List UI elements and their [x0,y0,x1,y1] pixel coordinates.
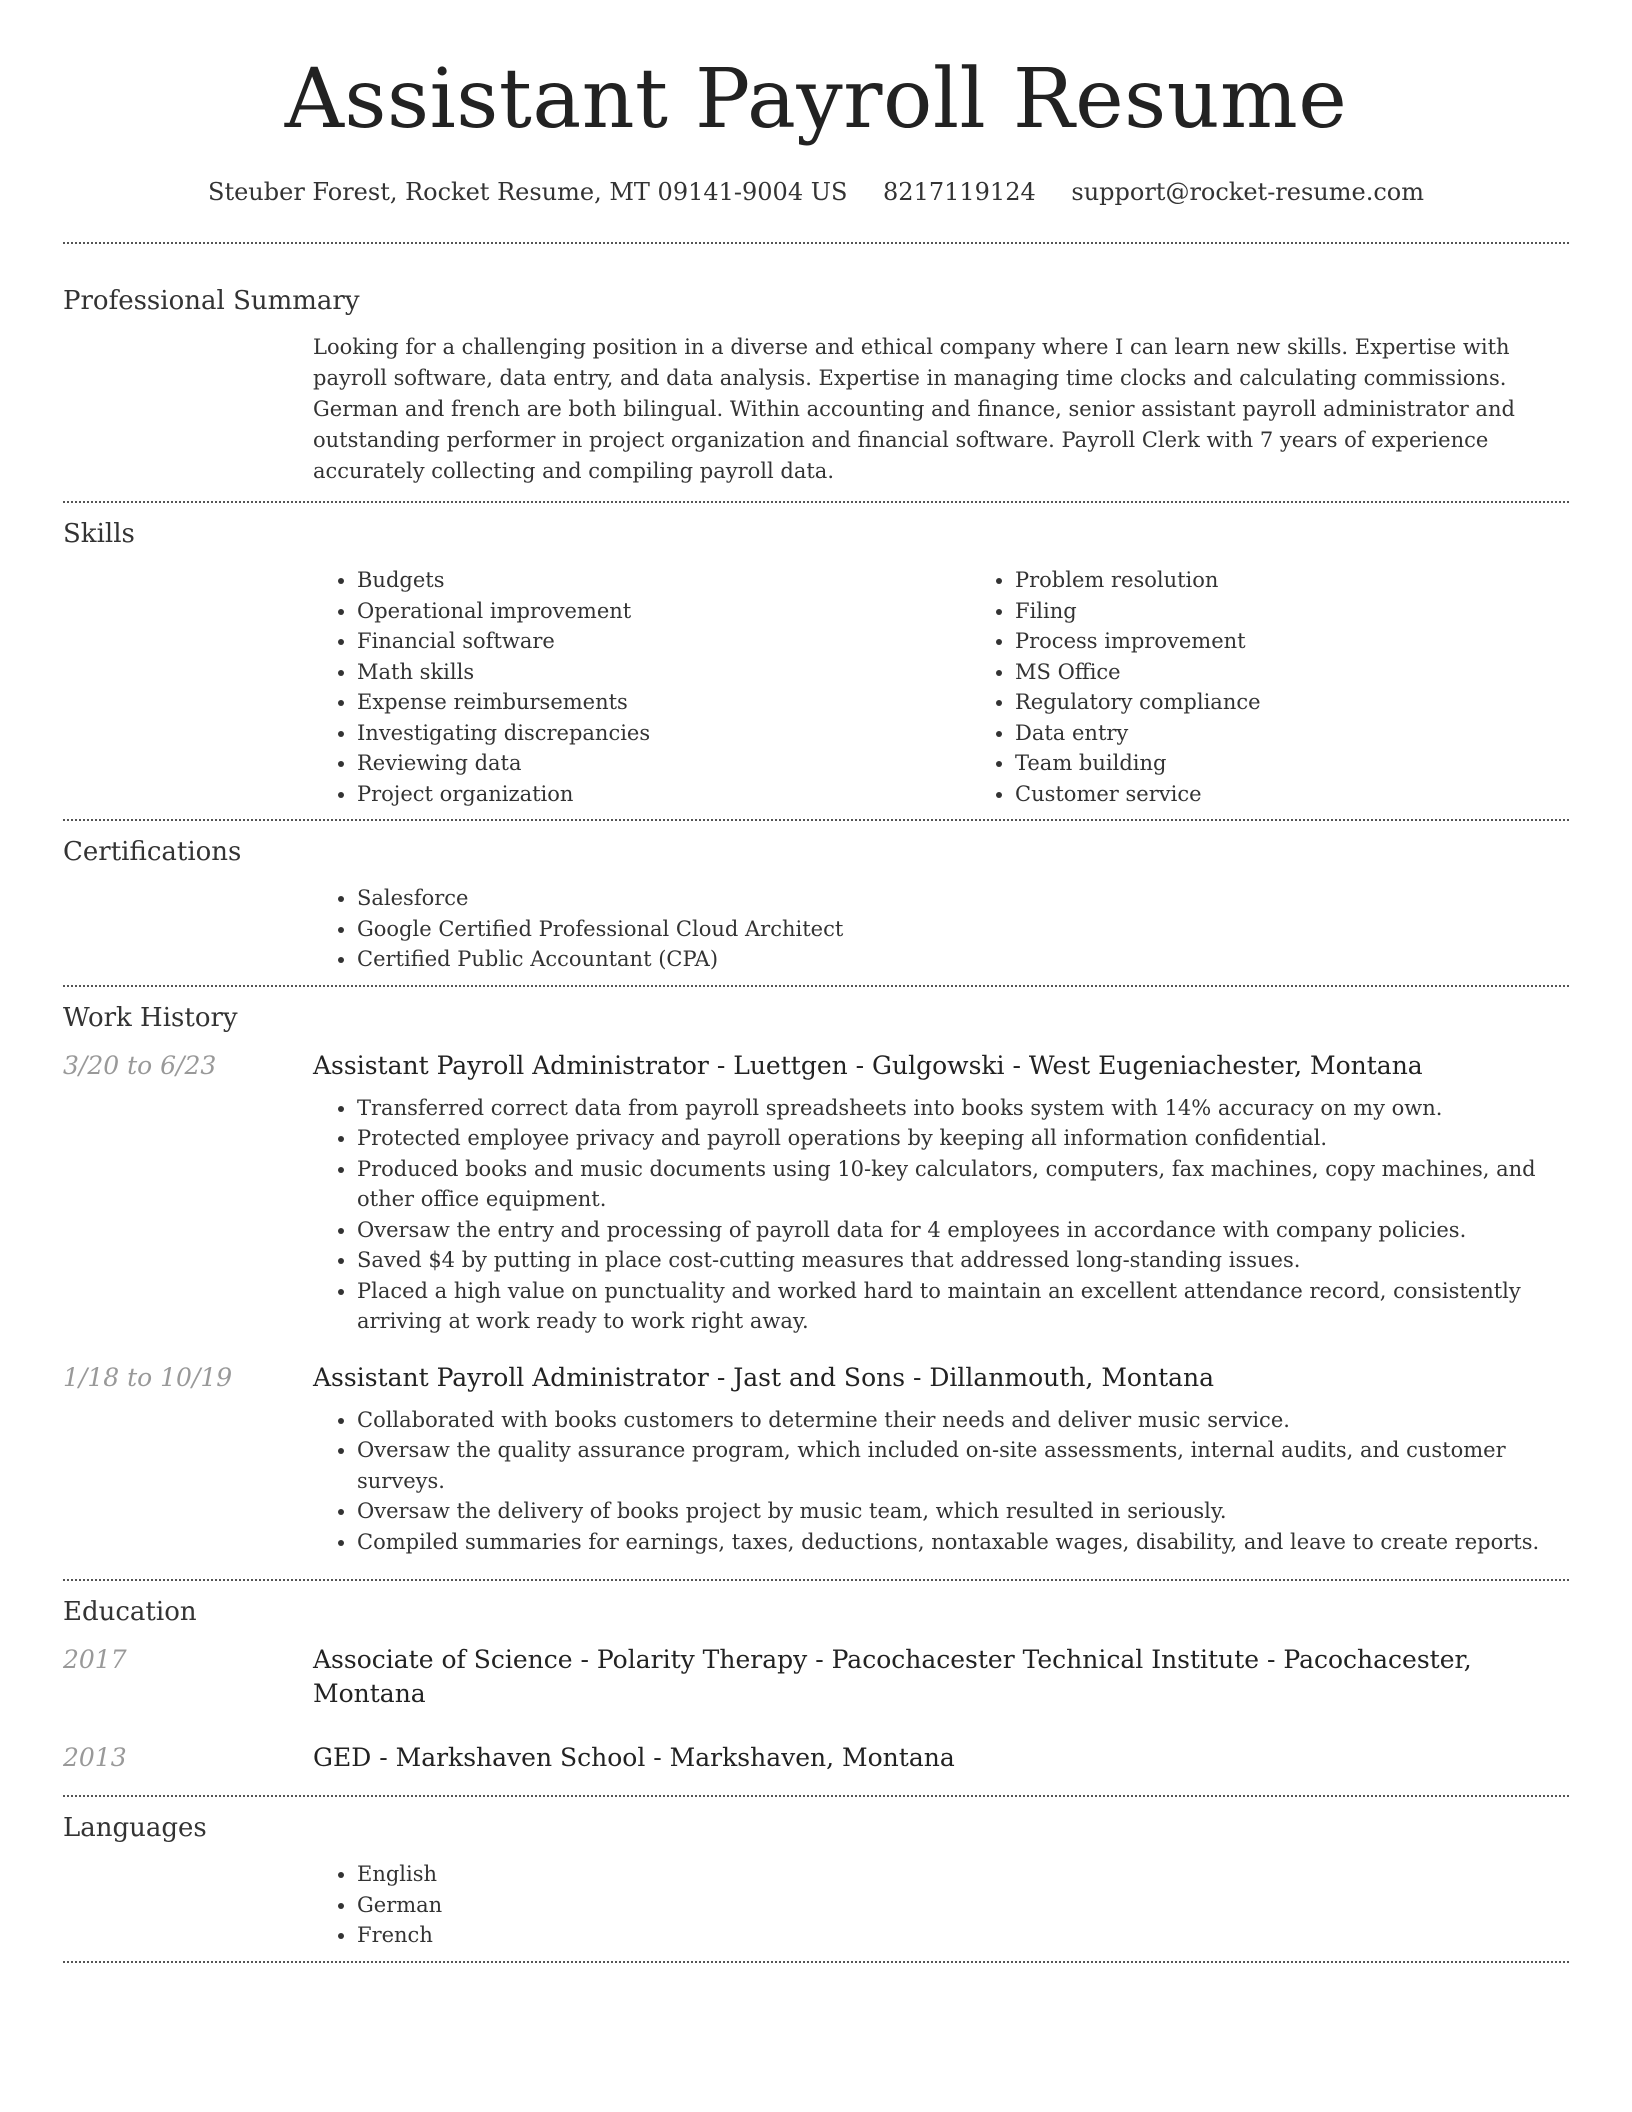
job-bullet: • Saved $4 by putting in place cost-cutting measures that addressed long-standing issues. [357,1245,1569,1276]
skill-item: • Team building [1015,748,1629,779]
job-title-line [313,1361,1569,1395]
section-title-languages: Languages [63,1813,207,1843]
resume-title: Assistant Payroll Resume [284,52,1348,147]
section-title-education: Education [63,1597,197,1627]
education-entry [63,1741,1569,1775]
section-title-summary: Professional Summary [63,286,360,316]
job-dates: 3/20 to 6/23 [63,1050,217,1080]
education-details: - Pacochacester Technical Institute - Pacochacester, Montana [313,1645,1472,1708]
job-bullet: • Oversaw the delivery of books project by music team, which resulted in seriously. [357,1496,1569,1527]
job-bullets [313,1093,1569,1337]
language-item: • English [357,1859,1569,1890]
job-bullets [313,1405,1569,1558]
skill-item: • Data entry [1015,718,1629,749]
skills-section [63,503,1569,819]
job-details: - Jast and Sons - Dillanmouth, Montana [708,1362,1215,1392]
work-history-section [63,987,1569,1580]
contact-line [63,176,1569,208]
job-bullet: • Transferred correct data from payroll spreadsheets into books system with 14% accuracy on my own. [357,1093,1569,1124]
education-section [63,1581,1569,1795]
contact-email: support@rocket-resume.com [1071,178,1424,206]
skill-item: • Process improvement [1015,626,1629,657]
job-bullet: • Oversaw the entry and processing of payroll data for 4 employees in accordance with company policies. [357,1215,1569,1246]
skill-item: • Problem resolution [1015,565,1629,596]
certification-item: • Google Certified Professional Cloud Architect [357,914,1569,945]
certification-item: • Certified Public Accountant (CPA) [357,944,1569,975]
job-entry [63,1361,1569,1558]
languages-section [63,1797,1569,1961]
certification-item: • Salesforce [357,883,1569,914]
skill-item: • Reviewing data [357,748,971,779]
skill-item: • Operational improvement [357,596,971,627]
job-dates: 1/18 to 10/19 [63,1362,233,1392]
languages-list [313,1859,1569,1951]
education-entry [63,1643,1569,1711]
skill-item: • Math skills [357,657,971,688]
skills-list-right [971,565,1629,809]
education-degree: Associate of Science - Polarity Therapy [313,1645,808,1674]
certifications-section [63,821,1569,985]
education-year: 2013 [63,1743,127,1772]
education-degree: GED [313,1743,372,1772]
contact-phone: 8217119124 [883,178,1036,206]
skill-item: • Expense reimbursements [357,687,971,718]
divider [63,1961,1569,1963]
job-role: Assistant Payroll Administrator [313,1362,709,1392]
education-text [313,1643,1569,1711]
job-details: - Luettgen - Gulgowski - West Eugeniachester, Montana [708,1050,1423,1080]
skill-item: • Financial software [357,626,971,657]
education-text [313,1741,1569,1775]
summary-section [63,244,1569,501]
job-bullet: • Produced books and music documents using 10-key calculators, computers, fax machines, copy machines, and other office equipment. [357,1154,1569,1215]
section-title-certifications: Certifications [63,837,242,867]
skill-item: • Customer service [1015,779,1629,810]
job-entry [63,1049,1569,1337]
job-bullet: • Protected employee privacy and payroll operations by keeping all information confidential. [357,1123,1569,1154]
job-bullet: • Oversaw the quality assurance program, which included on-site assessments, internal audits, and customer surveys. [357,1435,1569,1496]
language-item: • German [357,1890,1569,1921]
skill-item: • Regulatory compliance [1015,687,1629,718]
skill-item: • Project organization [357,779,971,810]
job-bullet: • Compiled summaries for earnings, taxes, deductions, nontaxable wages, disability, and leave to create reports. [357,1527,1569,1558]
education-year: 2017 [63,1645,127,1674]
language-item: • French [357,1920,1569,1951]
section-title-work: Work History [63,1002,238,1033]
section-title-skills: Skills [63,519,135,549]
job-bullet: • Collaborated with books customers to determine their needs and deliver music service. [357,1405,1569,1436]
certifications-list [313,883,1569,975]
skill-item: • Investigating discrepancies [357,718,971,749]
skill-item: • Filing [1015,596,1629,627]
resume-header [63,0,1569,208]
education-details: - Markshaven School - Markshaven, Montana [371,1743,955,1772]
summary-text: Looking for a challenging position in a diverse and ethical company where I can learn new skills. Expertise with payroll software, data entry, and data analysis. Expertise in managing time clocks and calculating commissions. German and french are both bilingual. Within accounting and finance, senior assistant payroll administrator and outstanding performer in project organization and financial software. Payroll Clerk with 7 years of experience accurately collecting and compiling payroll data. [313,335,1515,483]
job-title-line [313,1049,1569,1083]
job-bullet: • Placed a high value on punctuality and worked hard to maintain an excellent attendance record, consistently arriving at work ready to work right away. [357,1276,1569,1337]
skills-list-left [313,565,971,809]
skill-item: • MS Office [1015,657,1629,688]
skill-item: • Budgets [357,565,971,596]
contact-address: Steuber Forest, Rocket Resume, MT 09141-9004 US [208,178,848,206]
job-role: Assistant Payroll Administrator [313,1050,709,1080]
